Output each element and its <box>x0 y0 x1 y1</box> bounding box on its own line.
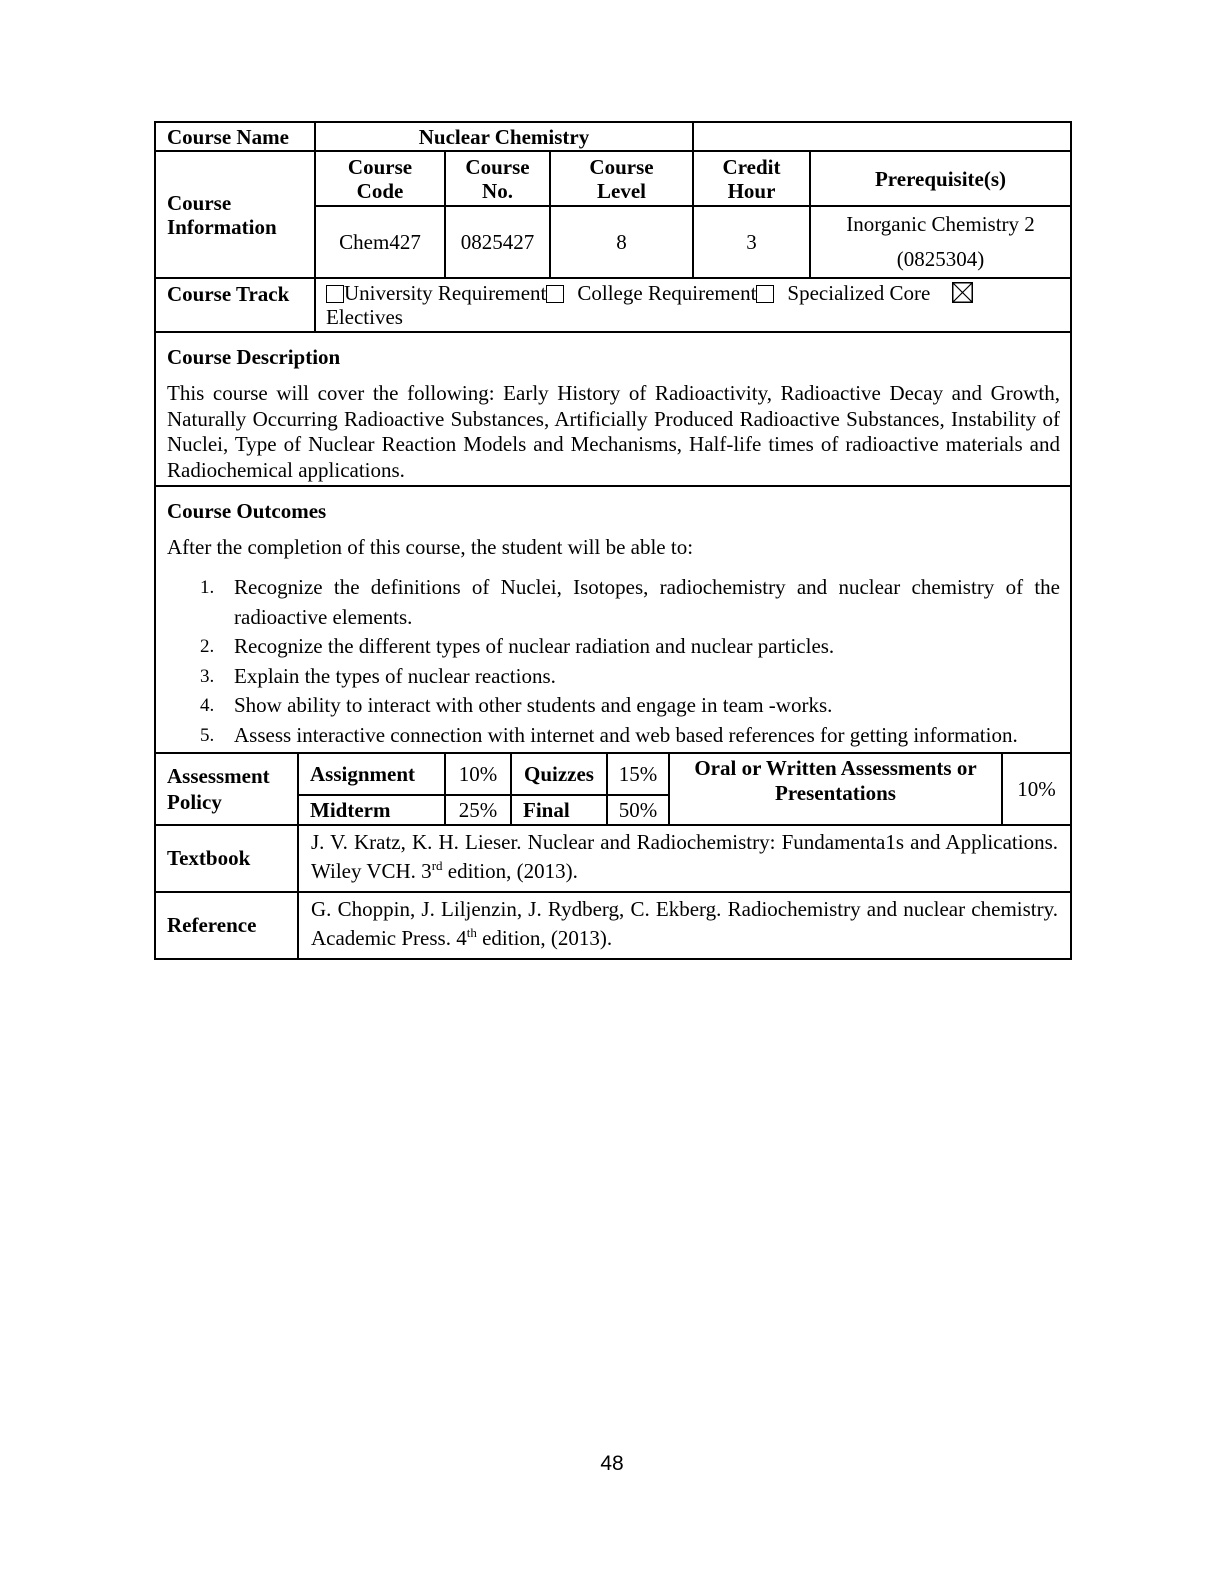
outcome-number: 1. <box>200 577 215 598</box>
outcome-item <box>167 721 1060 751</box>
course-spec-sheet <box>154 121 1070 960</box>
university-requirement-checkbox[interactable] <box>326 285 344 303</box>
textbook-citation <box>298 825 1071 892</box>
course-info-table <box>154 121 1072 754</box>
reference-label: Reference <box>155 892 298 959</box>
outcome-item <box>167 573 1060 632</box>
reference-edition-suffix: th <box>466 925 477 940</box>
outcome-text: Recognize the definitions of Nuclei, Isotopes, radiochemistry and nuclear chemistry of the radioactive elements. <box>234 575 1060 629</box>
outcome-item <box>167 662 1060 692</box>
assignment-percent: 10% <box>445 753 511 795</box>
midterm-label: Midterm <box>298 795 445 825</box>
course-name-label: Course Name <box>155 122 315 151</box>
credit-hour-header <box>693 151 810 206</box>
course-outcomes-title: Course Outcomes <box>167 499 327 523</box>
prerequisite-value <box>810 206 1071 278</box>
course-no-header <box>445 151 550 206</box>
textbook-label: Textbook <box>155 825 298 892</box>
outcome-number: 4. <box>200 695 215 716</box>
outcome-number: 3. <box>200 665 215 687</box>
reference-citation-text: G. Choppin, J. Liljenzin, J. Rydberg, C. Ekberg. Radiochemistry and nuclear chemistry. Academic Press. 4 <box>311 896 1058 950</box>
midterm-percent: 25% <box>445 795 511 825</box>
course-no-header-line1: Course <box>465 154 530 179</box>
assignment-label: Assignment <box>298 753 445 795</box>
textbook-citation-text: J. V. Kratz, K. H. Lieser. Nuclear and Radiochemistry: Fundamenta1s and Applications. Wiley VCH. 3 <box>311 829 1058 883</box>
college-requirement-label: College Requirement <box>577 281 757 305</box>
course-code-header-line1: Course <box>347 154 413 179</box>
outcome-item <box>167 691 1060 721</box>
course-level-value: 8 <box>550 206 693 278</box>
course-information-label <box>155 151 315 278</box>
outcome-text: Recognize the different types of nuclear radiation and nuclear particles. <box>234 634 835 658</box>
course-level-header <box>550 151 693 206</box>
course-code-header-line2: Code <box>356 178 404 203</box>
outcome-number: 5. <box>200 724 215 746</box>
oral-written-percent: 10% <box>1002 753 1071 825</box>
course-description-text: This course will cover the following: Early History of Radioactivity, Radioactive Decay and Growth, Naturally Occurring Radioactive Substances, Artificially Produced Radioactive Substances, Instability of Nuclei, Type of Nuclear Reaction Models and Mechanisms, Half-life times of radioactive materials and Radiochemical applications. <box>167 381 1060 482</box>
course-information-label-line1: Course <box>167 190 232 215</box>
reference-citation <box>298 892 1071 959</box>
course-level-header-line2: Level <box>597 178 646 203</box>
university-requirement-label: University Requirement <box>344 281 547 305</box>
course-code-header <box>315 151 445 206</box>
course-outcomes-intro: After the completion of this course, the student will be able to: <box>167 535 694 559</box>
checked-box-icon <box>952 282 973 303</box>
course-track-options <box>315 278 1071 332</box>
credit-hour-value: 3 <box>693 206 810 278</box>
course-information-label-line2: Information <box>167 214 277 239</box>
prerequisite-value-line1: Inorganic Chemistry 2 <box>846 212 1035 236</box>
quizzes-percent: 15% <box>607 753 669 795</box>
electives-checked-checkbox[interactable] <box>952 282 973 303</box>
credit-hour-header-line2: Hour <box>727 178 776 203</box>
outcome-text: Show ability to interact with other students and engage in team -works. <box>234 693 833 717</box>
course-no-value: 0825427 <box>445 206 550 278</box>
course-description-title: Course Description <box>167 345 341 369</box>
textbook-citation-tail: edition, (2013). <box>442 859 578 883</box>
final-label: Final <box>511 795 607 825</box>
reference-citation-tail: edition, (2013). <box>476 926 613 950</box>
electives-label: Electives <box>326 305 403 329</box>
final-percent: 50% <box>607 795 669 825</box>
outcome-text: Assess interactive connection with internet and web based references for getting information. <box>234 722 1018 747</box>
course-name-value: Nuclear Chemistry <box>315 122 693 151</box>
textbook-edition-suffix: rd <box>431 858 443 873</box>
prerequisite-header: Prerequisite(s) <box>810 151 1071 206</box>
quizzes-label: Quizzes <box>511 753 607 795</box>
assessment-policy-label <box>155 753 298 825</box>
outcome-text: Explain the types of nuclear reactions. <box>234 663 556 688</box>
course-name-blank <box>693 122 1071 151</box>
course-code-value: Chem427 <box>315 206 445 278</box>
assessment-policy-label-line2: Policy <box>167 789 222 814</box>
assessment-policy-label-line1: Assessment <box>167 763 270 788</box>
prerequisite-value-line2: (0825304) <box>896 247 985 271</box>
course-track-label: Course Track <box>155 278 315 332</box>
specialized-core-label: Specialized Core <box>787 281 931 305</box>
course-outcomes-list <box>167 573 1060 750</box>
college-requirement-checkbox[interactable] <box>546 285 564 303</box>
credit-hour-header-line1: Credit <box>722 154 781 179</box>
oral-written-label: Oral or Written Assessments or Presentations <box>669 753 1002 825</box>
page-number: 48 <box>600 1452 624 1475</box>
course-outcomes-section <box>155 486 1071 753</box>
outcome-item <box>167 632 1060 662</box>
specialized-core-checkbox[interactable] <box>756 285 774 303</box>
assessment-table <box>154 752 1072 960</box>
course-level-header-line1: Course <box>589 154 654 179</box>
course-no-header-line2: No. <box>482 178 513 203</box>
course-description-section <box>155 332 1071 486</box>
outcome-number: 2. <box>200 636 215 657</box>
